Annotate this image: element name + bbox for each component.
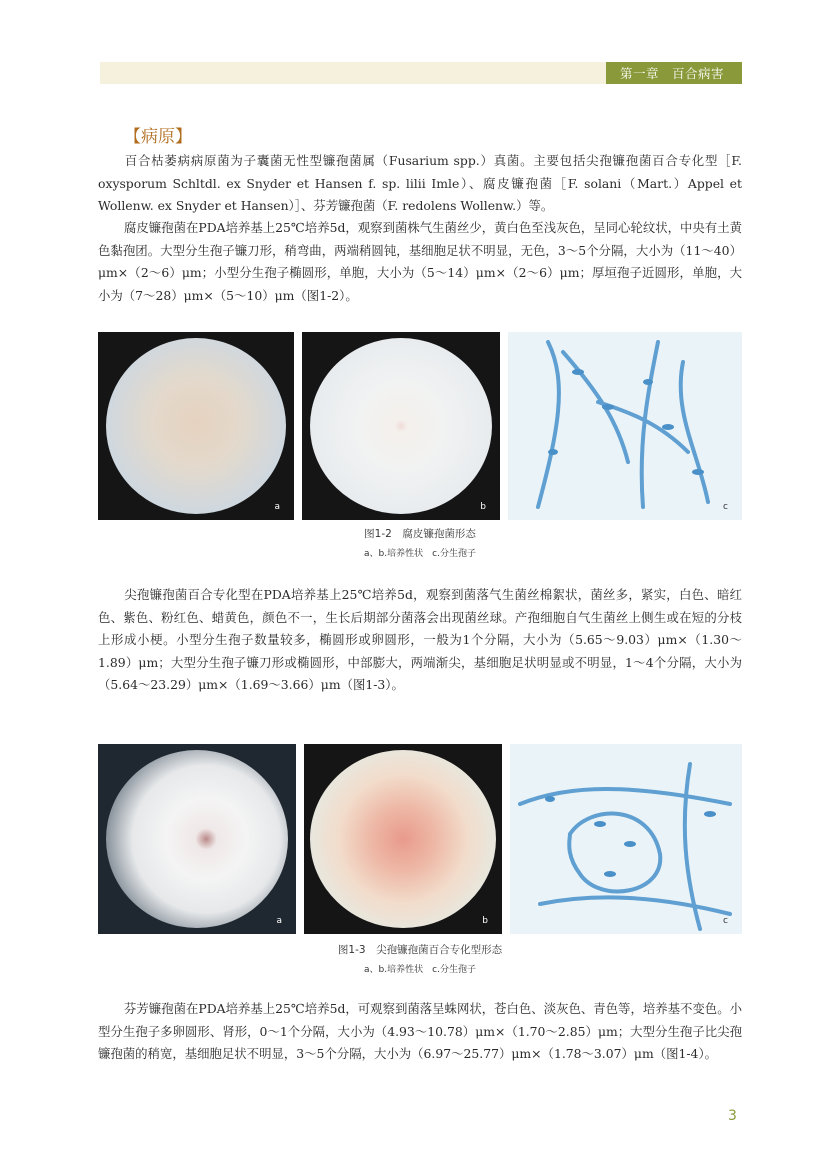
figure-1-2-photo-a	[98, 332, 294, 520]
figure-1-2-photo-b	[302, 332, 500, 520]
panel-label-a: a	[274, 502, 280, 512]
panel-label-b: b	[480, 502, 486, 512]
petri-dish	[106, 750, 288, 928]
page-number: 3	[728, 1108, 737, 1124]
petri-dish	[310, 750, 496, 928]
chapter-title: 第一章 百合病害	[620, 66, 725, 81]
paragraph-redolens: 芬芳镰孢菌在PDA培养基上25℃培养5d，可观察到菌落呈蛛网状，苍白色、淡灰色、青色等，培养基不变色。小型分生孢子多卵圆形、肾形，0～1个分隔，大小为（4.93～10.78）μm×（1.70～2.85）μm；大型分生孢子比尖孢镰孢菌的稍宽，基细胞足状不明显，3～5个分隔，大小为（6.97～25.77）μm×（1.78～3.07）μm（图1-4）。	[98, 1001, 742, 1061]
figure-1-3-photo-c	[510, 744, 742, 934]
section-heading: 【病原】	[124, 127, 192, 147]
micrograph-conidia	[510, 744, 742, 934]
paragraph-oxysporum: 尖孢镰孢菌百合专化型在PDA培养基上25℃培养5d，观察到菌落气生菌丝棉絮状，菌丝多，紧实，白色、暗红色、紫色、粉红色、蜡黄色，颜色不一，生长后期部分菌落会出现菌丝球。产孢细胞自气生菌丝上侧生或在短的分枝上形成小梗。小型分生孢子数量较多，椭圆形或卵圆形，一般为1个分隔，大小为（5.65～9.03）μm×（1.30～1.89）μm；大型分生孢子镰刀形或椭圆形，中部膨大，两端渐尖，基细胞足状明显或不明显，1～4个分隔，大小为（5.64～23.29）μm×（1.69～3.66）μm（图1-3）。	[98, 587, 742, 692]
panel-label-b: b	[482, 916, 488, 926]
figure-1-3-photo-b	[304, 744, 502, 934]
figure-1-2-caption: 图1-2 腐皮镰孢菌形态	[364, 528, 476, 540]
figure-1-3-photo-a	[98, 744, 296, 934]
figure-1-3-caption: 图1-3 尖孢镰孢菌百合专化型形态	[337, 944, 503, 956]
paragraph-solani: 腐皮镰孢菌在PDA培养基上25℃培养5d，观察到菌株气生菌丝少，黄白色至浅灰色，呈同心轮纹状，中央有土黄色黏孢团。大型分生孢子镰刀形，稍弯曲，两端稍圆钝，基细胞足状不明显，无色，3～5个分隔，大小为（11～40）μm×（2～6）μm；小型分生孢子椭圆形，单胞，大小为（5～14）μm×（2～6）μm；厚垣孢子近圆形，单胞，大小为（7～28）μm×（5～10）μm（图1-2）。	[98, 220, 742, 303]
micrograph-conidia	[508, 332, 742, 520]
figure-1-2-photo-c	[508, 332, 742, 520]
petri-dish	[310, 338, 492, 514]
paragraph-intro: 百合枯萎病病原菌为子囊菌无性型镰孢菌属（Fusarium spp.）真菌。主要包括尖孢镰孢菌百合专化型［F. oxysporum Schltdl. ex Snyder et Hansen f. sp. lilii Imle）、腐皮镰孢菌［F. solani（Mart.）Appel et Wollenw. ex Snyder et Hansen）］、芬芳镰孢菌（F. redolens Wollenw.）等。	[98, 153, 742, 213]
panel-label-a: a	[276, 916, 282, 926]
figure-1-3-subcaption: a、b.培养性状 c.分生孢子	[364, 965, 476, 975]
panel-label-c: c	[723, 502, 728, 512]
panel-label-c: c	[723, 916, 728, 926]
petri-dish	[106, 338, 286, 514]
figure-1-2-subcaption: a、b.培养性状 c.分生孢子	[364, 549, 476, 559]
